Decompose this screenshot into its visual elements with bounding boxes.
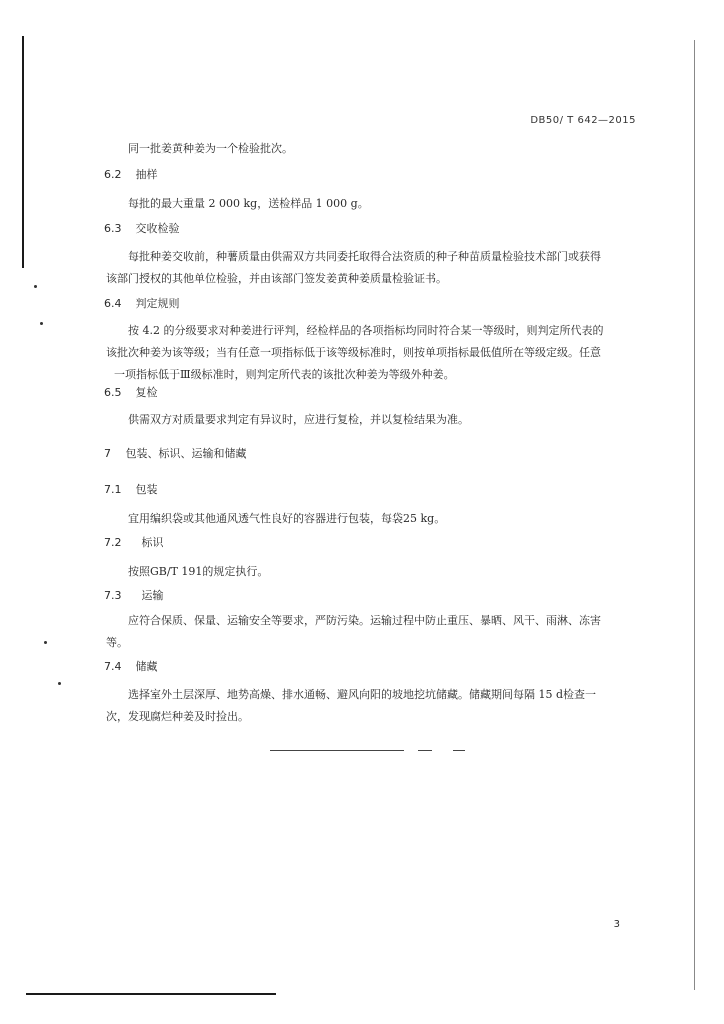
section-6-4-heading bbox=[104, 296, 180, 312]
scan-left-border bbox=[22, 36, 24, 268]
scan-speck bbox=[44, 641, 47, 644]
paragraph-line: 每批种姜交收前，种薯质量由供需双方共同委托取得合法资质的种子种苗质量检验技术部门或获得 bbox=[128, 250, 601, 263]
end-rule-segment bbox=[418, 750, 432, 751]
section-number: 7 bbox=[104, 447, 111, 460]
section-number: 6.2 bbox=[104, 168, 122, 181]
paragraph-line: 次，发现腐烂种姜及时捡出。 bbox=[106, 710, 249, 723]
paragraph-line: 等。 bbox=[106, 636, 128, 649]
section-7-1-text: 宜用编织袋或其他通风透气性良好的容器进行包装，每袋25 kg。 bbox=[128, 512, 446, 525]
section-title: 储藏 bbox=[135, 660, 158, 673]
section-number: 6.5 bbox=[104, 386, 122, 399]
section-title: 复检 bbox=[135, 386, 158, 399]
section-title: 包装、标识、运输和储藏 bbox=[125, 447, 247, 460]
section-7-3-paragraph bbox=[106, 610, 636, 654]
section-number: 6.3 bbox=[104, 222, 122, 235]
paragraph-line: 该批次种姜为该等级；当有任意一项指标低于该等级标准时，则按单项指标最低值所在等级定级。任意 bbox=[106, 346, 601, 359]
page-number: 3 bbox=[613, 919, 620, 930]
section-title: 交收检验 bbox=[135, 222, 180, 235]
section-7-2-heading bbox=[104, 535, 164, 551]
section-6-2-heading bbox=[104, 167, 158, 183]
section-7-4-heading bbox=[104, 659, 158, 675]
end-rule-segment bbox=[453, 750, 465, 751]
section-7-1-heading bbox=[104, 482, 158, 498]
section-6-2-text: 每批的最大重量 2 000 kg，送检样品 1 000 g。 bbox=[128, 197, 369, 210]
section-6-3-paragraph bbox=[106, 246, 636, 290]
end-rule-segment bbox=[270, 750, 404, 751]
section-6-5-text: 供需双方对质量要求判定有异议时，应进行复检，并以复检结果为准。 bbox=[128, 413, 469, 426]
section-7-3-heading bbox=[104, 588, 164, 604]
paragraph-line: 一项指标低于Ⅲ级标准时，则判定所代表的该批次种姜为等级外种姜。 bbox=[114, 368, 455, 381]
section-7-2-text: 按照GB/T 191的规定执行。 bbox=[128, 565, 269, 578]
section-number: 6.4 bbox=[104, 297, 122, 310]
section-title: 包装 bbox=[135, 483, 158, 496]
scan-speck bbox=[40, 322, 43, 325]
section-7-heading bbox=[104, 446, 247, 462]
continuation-text: 同一批姜黄种姜为一个检验批次。 bbox=[128, 142, 293, 155]
section-6-5-heading bbox=[104, 385, 158, 401]
section-number: 7.3 bbox=[104, 589, 122, 602]
section-7-4-paragraph bbox=[106, 684, 636, 728]
section-title: 判定规则 bbox=[135, 297, 180, 310]
section-6-4-paragraph bbox=[106, 320, 636, 386]
scan-right-border bbox=[694, 40, 695, 990]
section-number: 7.2 bbox=[104, 536, 122, 549]
paragraph-line: 应符合保质、保量、运输安全等要求，严防污染。运输过程中防止重压、暴晒、风干、雨淋、冻害 bbox=[128, 614, 601, 627]
paragraph-line: 选择室外土层深厚、地势高燥、排水通畅、避风向阳的坡地挖坑储藏。储藏期间每隔 15 d检查一 bbox=[128, 688, 597, 701]
section-title: 抽样 bbox=[135, 168, 158, 181]
section-title: 标识 bbox=[141, 536, 164, 549]
section-title: 运输 bbox=[141, 589, 164, 602]
scan-speck bbox=[34, 285, 37, 288]
paragraph-line: 按 4.2 的分级要求对种姜进行评判，经检样品的各项指标均同时符合某一等级时，则判定所代表的 bbox=[128, 324, 604, 337]
paragraph-line: 该部门授权的其他单位检验，并由该部门签发姜黄种姜质量检验证书。 bbox=[106, 272, 447, 285]
scan-speck bbox=[58, 682, 61, 685]
section-number: 7.4 bbox=[104, 660, 122, 673]
standard-code: DB50/ T 642—2015 bbox=[530, 115, 636, 126]
scan-bottom-line bbox=[26, 993, 276, 995]
section-number: 7.1 bbox=[104, 483, 122, 496]
section-6-3-heading bbox=[104, 221, 180, 237]
